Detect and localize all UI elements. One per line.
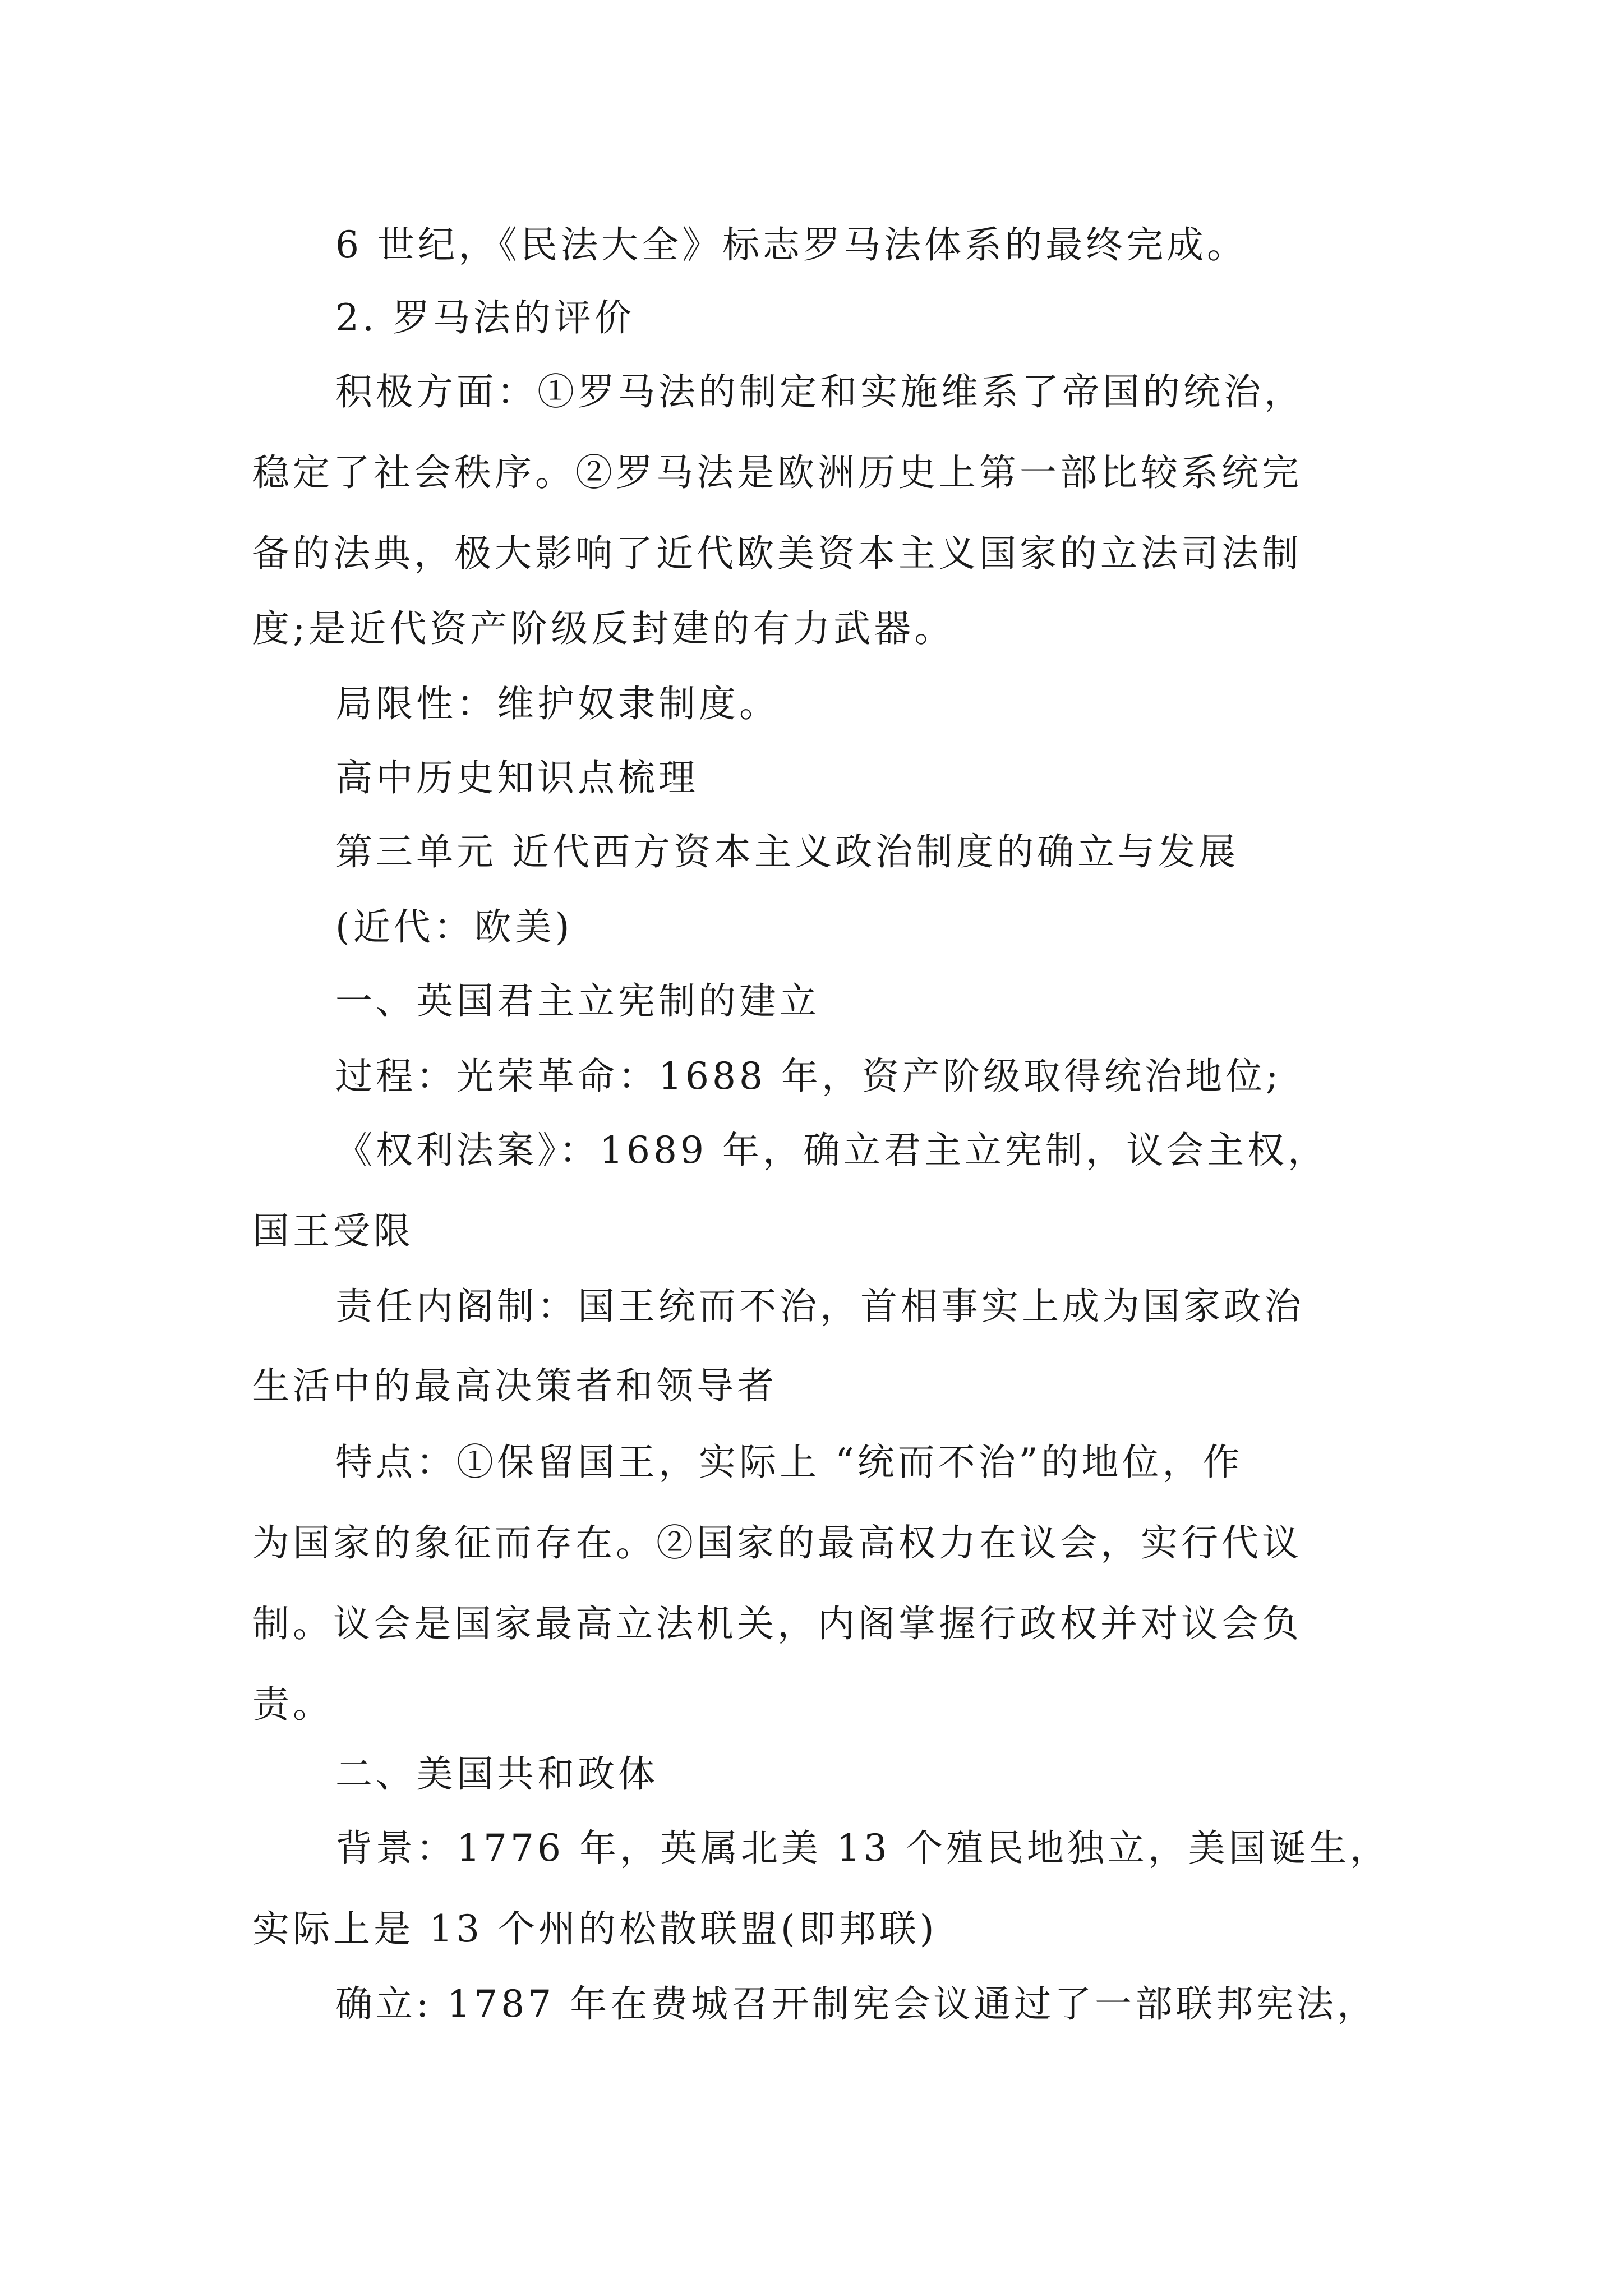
text-line: (近代：欧美): [335, 905, 573, 949]
text-line: 背景：1776 年，英属北美 13 个殖民地独立，美国诞生，: [335, 1826, 1390, 1870]
text-line: 度;是近代资产阶级反封建的有力武器。: [252, 607, 955, 650]
text-line: 积极方面：①罗马法的制定和实施维系了帝国的统治，: [335, 370, 1304, 413]
text-line: 特点：①保留国王，实际上 “统而不治”的地位，作: [335, 1441, 1243, 1484]
text-line: 国王受限: [252, 1209, 414, 1253]
text-line: 确立: 1787 年在费城召开制宪会议通过了一部联邦宪法，: [335, 1982, 1378, 2026]
section-heading: 二、美国共和政体: [335, 1752, 658, 1796]
text-line: 实际上是 13 个州的松散联盟(即邦联): [252, 1907, 938, 1950]
text-line: 责任内阁制：国王统而不治，首相事实上成为国家政治: [335, 1285, 1304, 1328]
section-heading: 一、英国君主立宪制的建立: [335, 979, 820, 1023]
text-line: 过程：光荣革命：1688 年，资产阶级取得统治地位;: [335, 1055, 1282, 1098]
text-line: 局限性：维护奴隶制度。: [335, 682, 780, 725]
text-line: 为国家的象征而存在。②国家的最高权力在议会，实行代议: [252, 1521, 1302, 1565]
text-line: 备的法典，极大影响了近代欧美资本主义国家的立法司法制: [252, 532, 1302, 575]
text-line: 稳定了社会秩序。②罗马法是欧洲历史上第一部比较系统完: [252, 451, 1302, 494]
section-heading: 第三单元 近代西方资本主义政治制度的确立与发展: [335, 830, 1239, 873]
text-line: 《权利法案》：1689 年，确立君主立宪制，议会主权，: [335, 1129, 1328, 1172]
section-heading: 2. 罗马法的评价: [335, 296, 635, 339]
text-line: 生活中的最高决策者和领导者: [252, 1364, 777, 1407]
section-heading: 高中历史知识点梳理: [335, 756, 699, 799]
text-line: 责。: [252, 1683, 333, 1726]
text-line: 6 世纪，《民法大全》标志罗马法体系的最终完成。: [335, 223, 1247, 266]
text-line: 制。议会是国家最高立法机关，内阁掌握行政权并对议会负: [252, 1602, 1302, 1645]
